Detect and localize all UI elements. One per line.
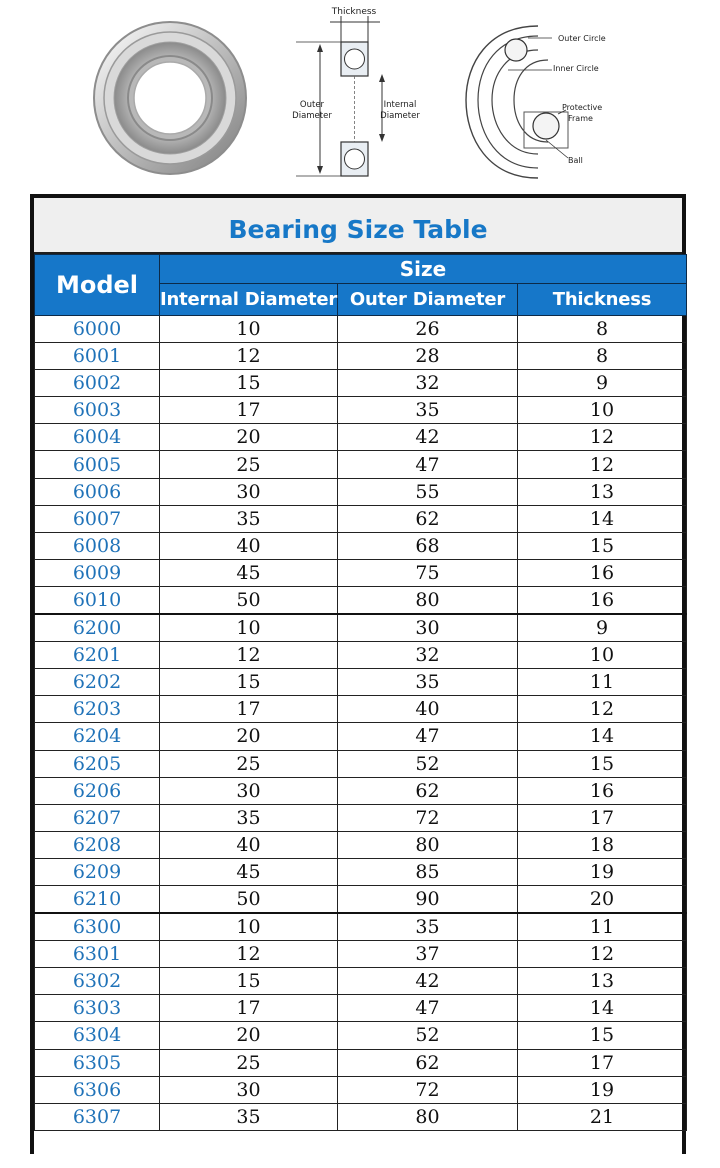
internal-diameter-cell: 10: [160, 316, 338, 343]
bearing-size-table: [34, 254, 687, 1131]
internal-diameter-cell: 40: [160, 831, 338, 858]
outer-diameter-cell: 35: [338, 669, 518, 696]
table-row: [35, 696, 687, 723]
outer-diameter-cell: 47: [338, 723, 518, 750]
internal-diameter-cell: 35: [160, 1103, 338, 1130]
model-cell: 6302: [35, 968, 160, 995]
table-row: [35, 559, 687, 586]
thickness-cell: 16: [518, 586, 687, 614]
model-cell: 6304: [35, 1022, 160, 1049]
model-cell: 6201: [35, 642, 160, 669]
outer-diameter-cell: 80: [338, 1103, 518, 1130]
model-cell: 6203: [35, 696, 160, 723]
model-cell: 6001: [35, 343, 160, 370]
outer-diameter-cell: 72: [338, 804, 518, 831]
table-row: [35, 777, 687, 804]
internal-diameter-cell: 45: [160, 858, 338, 885]
outer-diameter-header: Outer Diameter: [338, 284, 518, 316]
thickness-cell: 14: [518, 505, 687, 532]
outer-diameter-cell: 42: [338, 424, 518, 451]
internal-diameter-cell: 15: [160, 968, 338, 995]
model-cell: 6303: [35, 995, 160, 1022]
outer-diameter-cell: 62: [338, 777, 518, 804]
svg-text:Ball: Ball: [568, 156, 583, 165]
svg-text:Outer Circle: Outer Circle: [558, 34, 606, 43]
outer-diameter-cell: 52: [338, 1022, 518, 1049]
thickness-cell: 10: [518, 642, 687, 669]
thickness-cell: 20: [518, 885, 687, 913]
thickness-header: Thickness: [518, 284, 687, 316]
internal-diameter-cell: 50: [160, 586, 338, 614]
table-row: [35, 424, 687, 451]
thickness-cell: 12: [518, 451, 687, 478]
outer-diameter-cell: 62: [338, 1049, 518, 1076]
outer-diameter-cell: 47: [338, 995, 518, 1022]
table-row: [35, 804, 687, 831]
model-cell: 6006: [35, 478, 160, 505]
table-row: [35, 669, 687, 696]
size-header: Size: [160, 255, 687, 284]
outer-diameter-cell: 28: [338, 343, 518, 370]
table-row: [35, 642, 687, 669]
thickness-cell: 8: [518, 316, 687, 343]
internal-diameter-cell: 17: [160, 397, 338, 424]
table-row: [35, 343, 687, 370]
model-cell: 6010: [35, 586, 160, 614]
thickness-cell: 11: [518, 669, 687, 696]
model-cell: 6210: [35, 885, 160, 913]
model-cell: 6002: [35, 370, 160, 397]
table-title: Bearing Size Table: [34, 198, 682, 254]
internal-diameter-cell: 10: [160, 913, 338, 941]
model-cell: 6009: [35, 559, 160, 586]
outer-diameter-cell: 85: [338, 858, 518, 885]
internal-diameter-cell: 12: [160, 642, 338, 669]
outer-diameter-cell: 35: [338, 397, 518, 424]
model-cell: 6003: [35, 397, 160, 424]
thickness-label: Thickness: [331, 7, 377, 17]
outer-diameter-cell: 32: [338, 642, 518, 669]
model-cell: 6207: [35, 804, 160, 831]
model-cell: 6005: [35, 451, 160, 478]
outer-diameter-cell: 80: [338, 586, 518, 614]
outer-diameter-cell: 40: [338, 696, 518, 723]
outer-diameter-cell: 42: [338, 968, 518, 995]
table-row: [35, 885, 687, 913]
internal-diameter-cell: 25: [160, 750, 338, 777]
outer-diameter-cell: 80: [338, 831, 518, 858]
table-row: [35, 451, 687, 478]
table-body: [35, 316, 687, 1131]
svg-text:Inner Circle: Inner Circle: [553, 64, 599, 73]
table-row: [35, 1022, 687, 1049]
table-row: [35, 316, 687, 343]
bearing-size-table-panel: [30, 194, 686, 1154]
thickness-cell: 16: [518, 777, 687, 804]
table-row: [35, 995, 687, 1022]
outer-diameter-cell: 37: [338, 941, 518, 968]
svg-text:Outer: Outer: [299, 100, 325, 110]
table-row: [35, 586, 687, 614]
model-cell: 6008: [35, 532, 160, 559]
table-row: [35, 968, 687, 995]
model-cell: 6209: [35, 858, 160, 885]
thickness-cell: 19: [518, 858, 687, 885]
table-row: [35, 1049, 687, 1076]
model-cell: 6208: [35, 831, 160, 858]
internal-diameter-cell: 10: [160, 614, 338, 642]
thickness-cell: 19: [518, 1076, 687, 1103]
table-row: [35, 750, 687, 777]
thickness-cell: 15: [518, 532, 687, 559]
bearing-photo: [94, 22, 246, 174]
thickness-cell: 13: [518, 478, 687, 505]
thickness-cell: 12: [518, 696, 687, 723]
model-cell: 6000: [35, 316, 160, 343]
outer-diameter-cell: 62: [338, 505, 518, 532]
internal-diameter-cell: 20: [160, 1022, 338, 1049]
thickness-cell: 17: [518, 804, 687, 831]
internal-diameter-cell: 12: [160, 343, 338, 370]
thickness-cell: 9: [518, 614, 687, 642]
table-row: [35, 913, 687, 941]
internal-diameter-cell: 45: [160, 559, 338, 586]
table-row: [35, 478, 687, 505]
outer-diameter-cell: 26: [338, 316, 518, 343]
svg-text:Protective: Protective: [562, 103, 603, 112]
svg-text:Diameter: Diameter: [292, 111, 332, 121]
internal-diameter-cell: 17: [160, 995, 338, 1022]
internal-diameter-cell: 30: [160, 478, 338, 505]
model-cell: 6007: [35, 505, 160, 532]
thickness-cell: 18: [518, 831, 687, 858]
table-row: [35, 505, 687, 532]
outer-diameter-cell: 30: [338, 614, 518, 642]
thickness-cell: 11: [518, 913, 687, 941]
outer-diameter-cell: 35: [338, 913, 518, 941]
thickness-cell: 14: [518, 995, 687, 1022]
table-row: [35, 1103, 687, 1130]
internal-diameter-cell: 35: [160, 804, 338, 831]
internal-diameter-cell: 30: [160, 777, 338, 804]
outer-diameter-cell: 47: [338, 451, 518, 478]
thickness-cell: 16: [518, 559, 687, 586]
model-cell: 6204: [35, 723, 160, 750]
bearing-diagrams: [68, 0, 633, 186]
model-cell: 6202: [35, 669, 160, 696]
model-cell: 6306: [35, 1076, 160, 1103]
outer-diameter-cell: 90: [338, 885, 518, 913]
internal-diameter-cell: 30: [160, 1076, 338, 1103]
thickness-cell: 8: [518, 343, 687, 370]
thickness-cell: 12: [518, 941, 687, 968]
outer-diameter-cell: 75: [338, 559, 518, 586]
model-header: Model: [35, 255, 160, 316]
outer-diameter-cell: 68: [338, 532, 518, 559]
table-row: [35, 614, 687, 642]
thickness-cell: 14: [518, 723, 687, 750]
svg-text:Internal: Internal: [383, 100, 417, 110]
thickness-cell: 15: [518, 750, 687, 777]
thickness-cell: 10: [518, 397, 687, 424]
outer-diameter-cell: 52: [338, 750, 518, 777]
model-cell: 6200: [35, 614, 160, 642]
internal-diameter-cell: 12: [160, 941, 338, 968]
table-row: [35, 1076, 687, 1103]
internal-diameter-cell: 25: [160, 1049, 338, 1076]
model-cell: 6305: [35, 1049, 160, 1076]
internal-diameter-cell: 50: [160, 885, 338, 913]
exploded-diagram: [466, 26, 606, 178]
model-cell: 6307: [35, 1103, 160, 1130]
internal-diameter-cell: 15: [160, 370, 338, 397]
model-cell: 6206: [35, 777, 160, 804]
table-row: [35, 831, 687, 858]
model-cell: 6004: [35, 424, 160, 451]
table-row: [35, 397, 687, 424]
outer-diameter-cell: 55: [338, 478, 518, 505]
svg-text:Frame: Frame: [568, 114, 593, 123]
table-row: [35, 723, 687, 750]
internal-diameter-cell: 25: [160, 451, 338, 478]
table-row: [35, 858, 687, 885]
internal-diameter-cell: 20: [160, 424, 338, 451]
model-cell: 6301: [35, 941, 160, 968]
model-cell: 6205: [35, 750, 160, 777]
outer-diameter-cell: 32: [338, 370, 518, 397]
internal-diameter-header: Internal Diameter: [160, 284, 338, 316]
bearing-illustration: [68, 0, 633, 186]
thickness-cell: 9: [518, 370, 687, 397]
table-row: [35, 532, 687, 559]
thickness-cell: 15: [518, 1022, 687, 1049]
thickness-cell: 21: [518, 1103, 687, 1130]
internal-diameter-cell: 17: [160, 696, 338, 723]
internal-diameter-cell: 40: [160, 532, 338, 559]
thickness-cell: 13: [518, 968, 687, 995]
thickness-cell: 17: [518, 1049, 687, 1076]
thickness-cell: 12: [518, 424, 687, 451]
table-row: [35, 370, 687, 397]
table-row: [35, 941, 687, 968]
outer-diameter-cell: 72: [338, 1076, 518, 1103]
internal-diameter-cell: 35: [160, 505, 338, 532]
cross-section-diagram: [292, 7, 420, 176]
internal-diameter-cell: 15: [160, 669, 338, 696]
svg-text:Diameter: Diameter: [380, 111, 420, 121]
internal-diameter-cell: 20: [160, 723, 338, 750]
model-cell: 6300: [35, 913, 160, 941]
